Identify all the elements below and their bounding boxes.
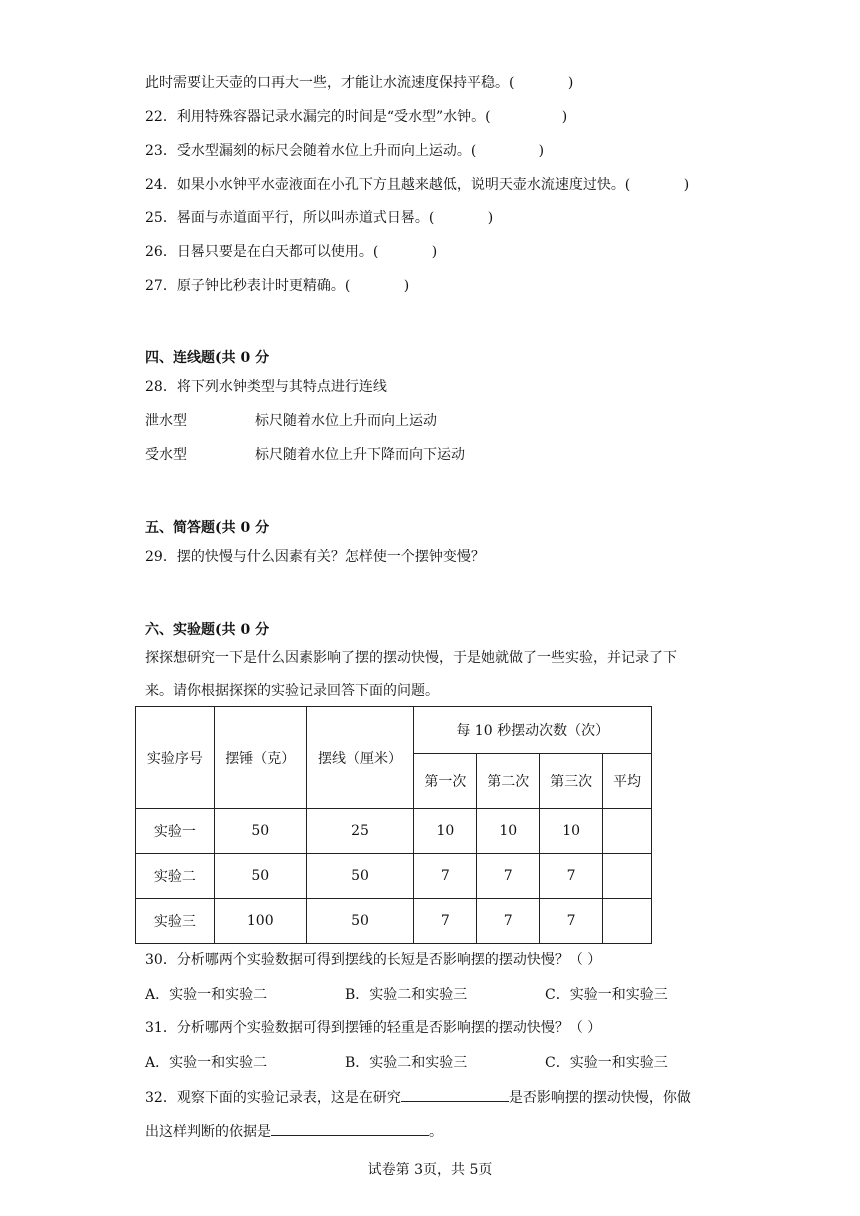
cell-weight: 50 xyxy=(214,854,306,899)
section-4-title: 四、连线题(共 0 分 xyxy=(145,350,270,366)
q30-option-a[interactable]: A．实验一和实验二 xyxy=(145,987,268,1003)
question-32-line1: 32．观察下面的实验记录表，这是在研究 是否影响摆的摆动快慢，你做 xyxy=(145,1087,691,1108)
match-left-2[interactable]: 受水型 xyxy=(145,447,187,463)
header-experiment-no: 实验序号 xyxy=(136,707,215,809)
header-average: 平均 xyxy=(603,754,652,809)
section-6-intro-line2: 来。请你根据探探的实验记录回答下面的问题。 xyxy=(145,683,439,699)
table-header-row-1 xyxy=(136,707,652,754)
judge-item-21-cont: 此时需要让天壶的口再大一些，才能让水流速度保持平稳。( ) xyxy=(145,75,574,91)
match-right-2[interactable]: 标尺随着水位上升下降而向下运动 xyxy=(255,447,465,463)
question-31: 31．分析哪两个实验数据可得到摆锤的轻重是否影响摆的摆动快慢？（ ） xyxy=(145,1020,602,1036)
cell-average[interactable] xyxy=(603,809,652,854)
cell-second: 7 xyxy=(477,899,540,944)
cell-line: 50 xyxy=(306,899,414,944)
table-row xyxy=(136,899,652,944)
judge-item-25: 25．晷面与赤道面平行，所以叫赤道式日晷。( ) xyxy=(145,210,494,226)
header-weight: 摆锤（克） xyxy=(214,707,306,809)
cell-name: 实验一 xyxy=(136,809,215,854)
cell-third: 7 xyxy=(540,899,603,944)
cell-third: 7 xyxy=(540,854,603,899)
cell-weight: 100 xyxy=(214,899,306,944)
question-30: 30．分析哪两个实验数据可得到摆线的长短是否影响摆的摆动快慢？（ ） xyxy=(145,952,602,968)
header-swing-count: 每 10 秒摆动次数（次） xyxy=(414,707,652,754)
section-6-title: 六、实验题(共 0 分 xyxy=(145,622,270,638)
q32-blank-2[interactable] xyxy=(271,1121,429,1136)
cell-first: 7 xyxy=(414,854,477,899)
cell-second: 10 xyxy=(477,809,540,854)
judge-item-27: 27．原子钟比秒表计时更精确。( ) xyxy=(145,278,410,294)
cell-average[interactable] xyxy=(603,854,652,899)
header-line-length: 摆线（厘米） xyxy=(306,707,414,809)
cell-first: 7 xyxy=(414,899,477,944)
cell-first: 10 xyxy=(414,809,477,854)
match-right-1[interactable]: 标尺随着水位上升而向上运动 xyxy=(255,413,437,429)
question-32-line2: 出这样判断的依据是 。 xyxy=(145,1121,443,1142)
match-left-1[interactable]: 泄水型 xyxy=(145,413,187,429)
question-28: 28．将下列水钟类型与其特点进行连线 xyxy=(145,379,387,395)
q31-option-a[interactable]: A．实验一和实验二 xyxy=(145,1055,268,1071)
cell-third: 10 xyxy=(540,809,603,854)
cell-average[interactable] xyxy=(603,899,652,944)
page-footer: 试卷第 3页，共 5页 xyxy=(367,1162,493,1178)
table-row xyxy=(136,809,652,854)
judge-item-23: 23．受水型漏刻的标尺会随着水位上升而向上运动。( ) xyxy=(145,143,545,159)
experiment-table xyxy=(135,706,652,944)
q31-option-c[interactable]: C．实验一和实验三 xyxy=(545,1055,668,1071)
judge-item-22: 22．利用特殊容器记录水漏完的时间是“受水型”水钟。( ) xyxy=(145,109,568,125)
judge-item-24: 24．如果小水钟平水壶液面在小孔下方且越来越低，说明天壶水流速度过快。( ) xyxy=(145,177,690,193)
header-second: 第二次 xyxy=(477,754,540,809)
section-5-title: 五、简答题(共 0 分 xyxy=(145,520,270,536)
header-first: 第一次 xyxy=(414,754,477,809)
cell-second: 7 xyxy=(477,854,540,899)
header-third: 第三次 xyxy=(540,754,603,809)
cell-line: 25 xyxy=(306,809,414,854)
section-6-intro-line1: 探探想研究一下是什么因素影响了摆的摆动快慢，于是她就做了一些实验，并记录了下 xyxy=(145,650,677,666)
q30-option-b[interactable]: B．实验二和实验三 xyxy=(345,987,468,1003)
judge-item-26: 26．日晷只要是在白天都可以使用。( ) xyxy=(145,244,438,260)
cell-weight: 50 xyxy=(214,809,306,854)
q31-option-b[interactable]: B．实验二和实验三 xyxy=(345,1055,468,1071)
question-29: 29．摆的快慢与什么因素有关？怎样使一个摆钟变慢？ xyxy=(145,549,485,565)
q32-blank-1[interactable] xyxy=(401,1087,509,1102)
cell-name: 实验二 xyxy=(136,854,215,899)
cell-name: 实验三 xyxy=(136,899,215,944)
cell-line: 50 xyxy=(306,854,414,899)
table-row xyxy=(136,854,652,899)
q30-option-c[interactable]: C．实验一和实验三 xyxy=(545,987,668,1003)
